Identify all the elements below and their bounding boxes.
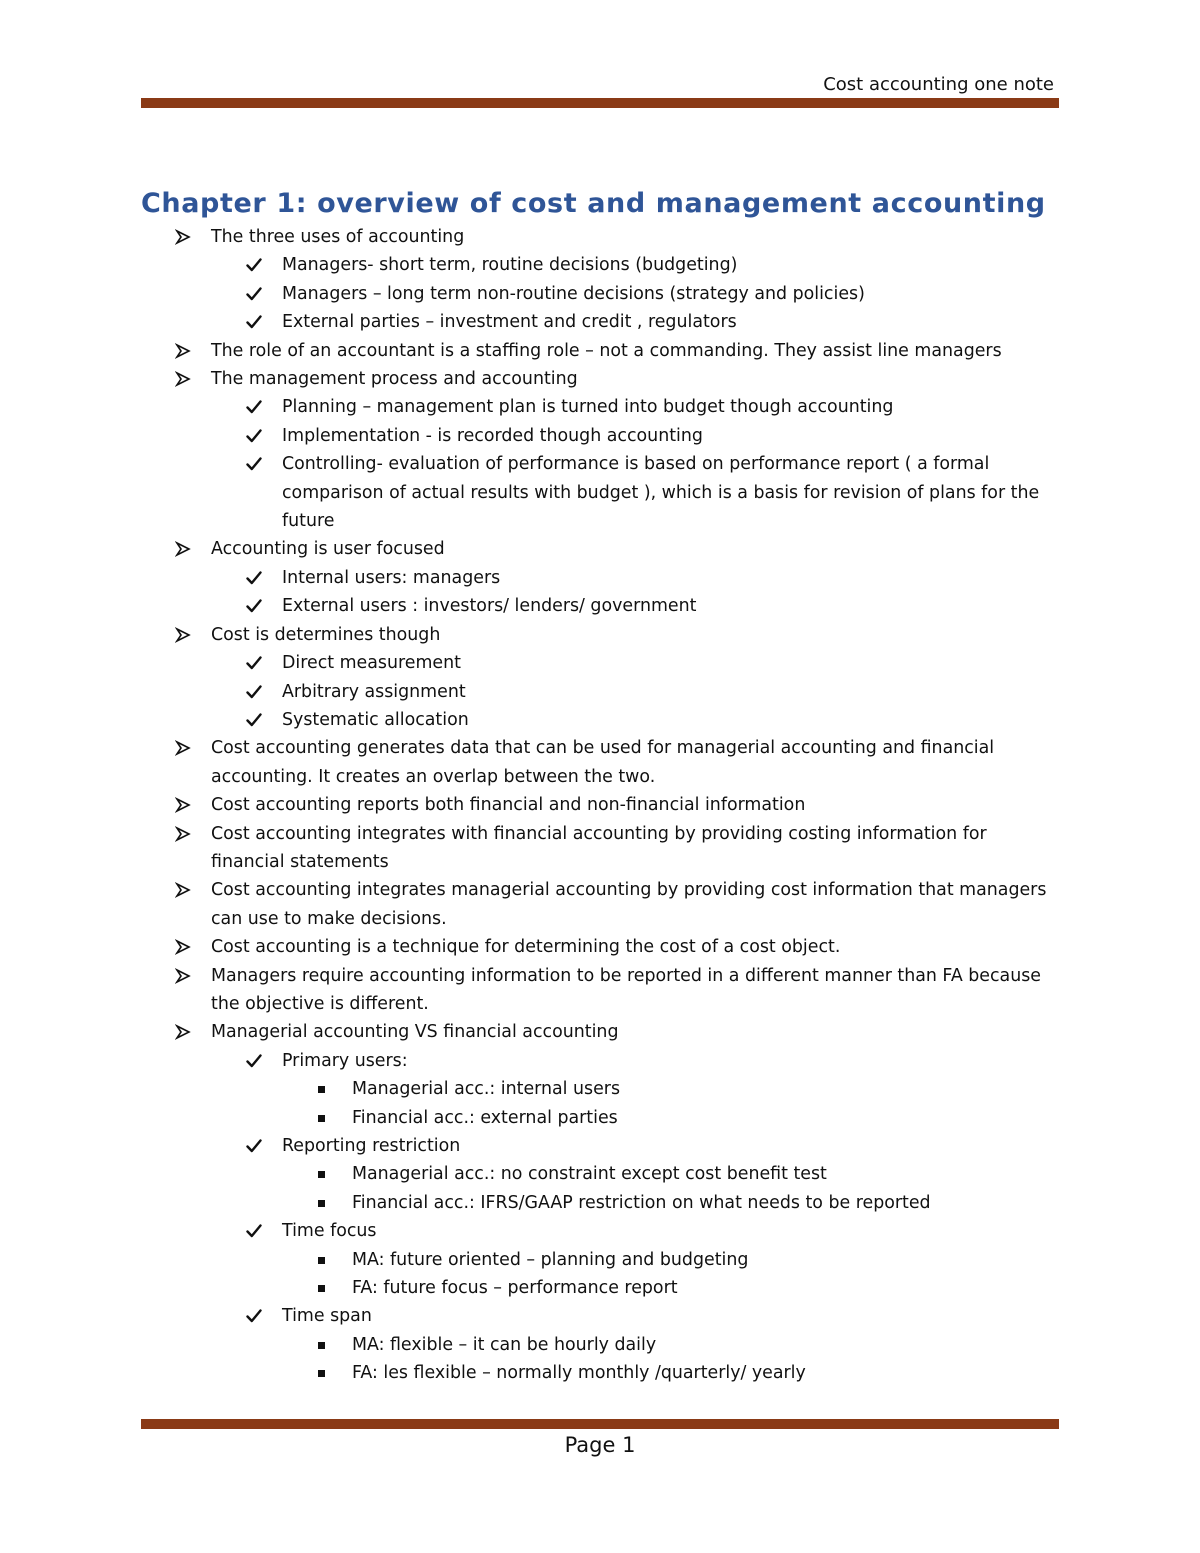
list-item-text: Controlling- evaluation of performance is based on performance report ( a formal xyxy=(282,454,990,475)
checkmark-bullet-icon xyxy=(246,1309,266,1323)
checkmark-bullet-icon xyxy=(246,315,266,329)
arrow-bullet-icon xyxy=(175,229,195,245)
list-item-text: The role of an accountant is a staffing role – not a commanding. They assist line managers xyxy=(211,340,1002,361)
sub-sub-list-item xyxy=(0,1246,1200,1274)
arrow-bullet-icon xyxy=(175,882,195,898)
list-item-text: the objective is different. xyxy=(211,993,429,1014)
arrow-bullet-icon xyxy=(175,627,195,643)
list-item-text: Cost accounting generates data that can be used for managerial accounting and financial xyxy=(211,738,995,759)
sub-sub-list-item xyxy=(0,1075,1200,1103)
checkmark-bullet-icon xyxy=(246,571,266,585)
sub-list-item xyxy=(0,479,1200,507)
square-bullet-icon xyxy=(318,1257,325,1264)
list-item xyxy=(0,990,1200,1018)
list-item-text: Planning – management plan is turned into budget though accounting xyxy=(282,397,894,418)
sub-list-item xyxy=(0,393,1200,421)
list-item xyxy=(0,337,1200,365)
chapter-title: Chapter 1: overview of cost and management accounting xyxy=(141,188,1046,219)
sub-sub-list-item xyxy=(0,1104,1200,1132)
square-bullet-icon xyxy=(318,1285,325,1292)
running-header: Cost accounting one note xyxy=(823,74,1054,95)
sub-list-item xyxy=(0,1302,1200,1330)
list-item xyxy=(0,820,1200,848)
arrow-bullet-icon xyxy=(175,371,195,387)
list-item-text: External parties – investment and credit , regulators xyxy=(282,312,737,333)
list-item-text: MA: flexible – it can be hourly daily xyxy=(352,1334,657,1355)
list-item xyxy=(0,734,1200,762)
list-item-text: Cost is determines though xyxy=(211,624,441,645)
list-item-text: Managers require accounting information to be reported in a different manner than FA because xyxy=(211,965,1041,986)
square-bullet-icon xyxy=(318,1086,325,1093)
list-item-text: can use to make decisions. xyxy=(211,908,447,929)
sub-list-item xyxy=(0,649,1200,677)
list-item-text: Cost accounting integrates managerial accounting by providing cost information that managers xyxy=(211,880,1047,901)
checkmark-bullet-icon xyxy=(246,1224,266,1238)
arrow-bullet-icon xyxy=(175,826,195,842)
arrow-bullet-icon xyxy=(175,343,195,359)
list-item-text: Cost accounting integrates with financial accounting by providing costing information for xyxy=(211,823,987,844)
list-item-text: Accounting is user focused xyxy=(211,539,445,560)
list-item-text: The management process and accounting xyxy=(211,369,578,390)
list-item-text: Systematic allocation xyxy=(282,709,469,730)
list-item-text: Implementation - is recorded though accounting xyxy=(282,425,703,446)
list-item-text: Financial acc.: IFRS/GAAP restriction on what needs to be reported xyxy=(352,1192,931,1213)
sub-list-item xyxy=(0,1047,1200,1075)
list-item-text: comparison of actual results with budget ), which is a basis for revision of plans for the xyxy=(282,482,1040,503)
list-item-text: Reporting restriction xyxy=(282,1136,461,1156)
list-item-text: FA: future focus – performance report xyxy=(352,1278,678,1299)
sub-list-item xyxy=(0,678,1200,706)
square-bullet-icon xyxy=(318,1370,325,1377)
list-item-text: The three uses of accounting xyxy=(211,227,465,247)
arrow-bullet-icon xyxy=(175,968,195,984)
checkmark-bullet-icon xyxy=(246,400,266,414)
list-item xyxy=(0,876,1200,904)
chapter-content xyxy=(0,223,1200,1388)
arrow-bullet-icon xyxy=(175,740,195,756)
list-item xyxy=(0,933,1200,961)
list-item xyxy=(0,905,1200,933)
list-item xyxy=(0,223,1200,251)
list-item xyxy=(0,365,1200,393)
list-item xyxy=(0,621,1200,649)
checkmark-bullet-icon xyxy=(246,429,266,443)
arrow-bullet-icon xyxy=(175,541,195,557)
arrow-bullet-icon xyxy=(175,797,195,813)
list-item xyxy=(0,535,1200,563)
sub-list-item xyxy=(0,564,1200,592)
checkmark-bullet-icon xyxy=(246,1054,266,1068)
list-item-text: Primary users: xyxy=(282,1050,408,1071)
header-rule xyxy=(141,98,1059,108)
list-item-text: Managers – long term non-routine decisions (strategy and policies) xyxy=(282,283,865,304)
sub-sub-list-item xyxy=(0,1359,1200,1387)
sub-list-item xyxy=(0,1217,1200,1245)
list-item-text: MA: future oriented – planning and budgeting xyxy=(352,1249,749,1270)
list-item xyxy=(0,962,1200,990)
list-item-text: Time span xyxy=(282,1306,372,1327)
square-bullet-icon xyxy=(318,1342,325,1349)
square-bullet-icon xyxy=(318,1115,325,1122)
list-item-text: External users : investors/ lenders/ government xyxy=(282,596,697,617)
list-item xyxy=(0,1018,1200,1046)
sub-list-item xyxy=(0,422,1200,450)
list-item-text: Internal users: managers xyxy=(282,567,501,588)
list-item-text: Managerial acc.: internal users xyxy=(352,1079,621,1100)
arrow-bullet-icon xyxy=(175,1024,195,1040)
list-item-text: Direct measurement xyxy=(282,653,461,674)
checkmark-bullet-icon xyxy=(246,685,266,699)
arrow-bullet-icon xyxy=(175,939,195,955)
list-item-text: Cost accounting is a technique for determining the cost of a cost object. xyxy=(211,937,841,958)
list-item-text: Managers- short term, routine decisions (budgeting) xyxy=(282,255,738,276)
sub-list-item xyxy=(0,251,1200,279)
sub-sub-list-item xyxy=(0,1160,1200,1188)
list-item-text: Managerial acc.: no constraint except cost benefit test xyxy=(352,1164,827,1185)
sub-list-item xyxy=(0,706,1200,734)
sub-sub-list-item xyxy=(0,1331,1200,1359)
footer-rule xyxy=(141,1419,1059,1429)
list-item-text: accounting. It creates an overlap between the two. xyxy=(211,766,656,787)
checkmark-bullet-icon xyxy=(246,1139,266,1153)
checkmark-bullet-icon xyxy=(246,713,266,727)
sub-list-item xyxy=(0,280,1200,308)
list-item xyxy=(0,848,1200,876)
list-item-text: Cost accounting reports both financial and non-financial information xyxy=(211,795,806,816)
sub-list-item xyxy=(0,507,1200,535)
square-bullet-icon xyxy=(318,1200,325,1207)
sub-sub-list-item xyxy=(0,1274,1200,1302)
checkmark-bullet-icon xyxy=(246,457,266,471)
list-item-text: Managerial accounting VS financial accounting xyxy=(211,1022,619,1043)
page-number: Page 1 xyxy=(564,1433,636,1457)
list-item xyxy=(0,763,1200,791)
checkmark-bullet-icon xyxy=(246,656,266,670)
list-item xyxy=(0,791,1200,819)
checkmark-bullet-icon xyxy=(246,287,266,301)
list-item-text: financial statements xyxy=(211,851,389,872)
list-item-text: future xyxy=(282,511,335,532)
sub-list-item xyxy=(0,308,1200,336)
list-item-text: FA: les flexible – normally monthly /quarterly/ yearly xyxy=(352,1363,806,1384)
sub-list-item xyxy=(0,450,1200,478)
list-item-text: Arbitrary assignment xyxy=(282,681,466,702)
sub-sub-list-item xyxy=(0,1189,1200,1217)
sub-list-item xyxy=(0,1132,1200,1160)
checkmark-bullet-icon xyxy=(246,258,266,272)
square-bullet-icon xyxy=(318,1171,325,1178)
list-item-text: Time focus xyxy=(282,1221,377,1242)
list-item-text: Financial acc.: external parties xyxy=(352,1107,618,1128)
checkmark-bullet-icon xyxy=(246,599,266,613)
sub-list-item xyxy=(0,592,1200,620)
